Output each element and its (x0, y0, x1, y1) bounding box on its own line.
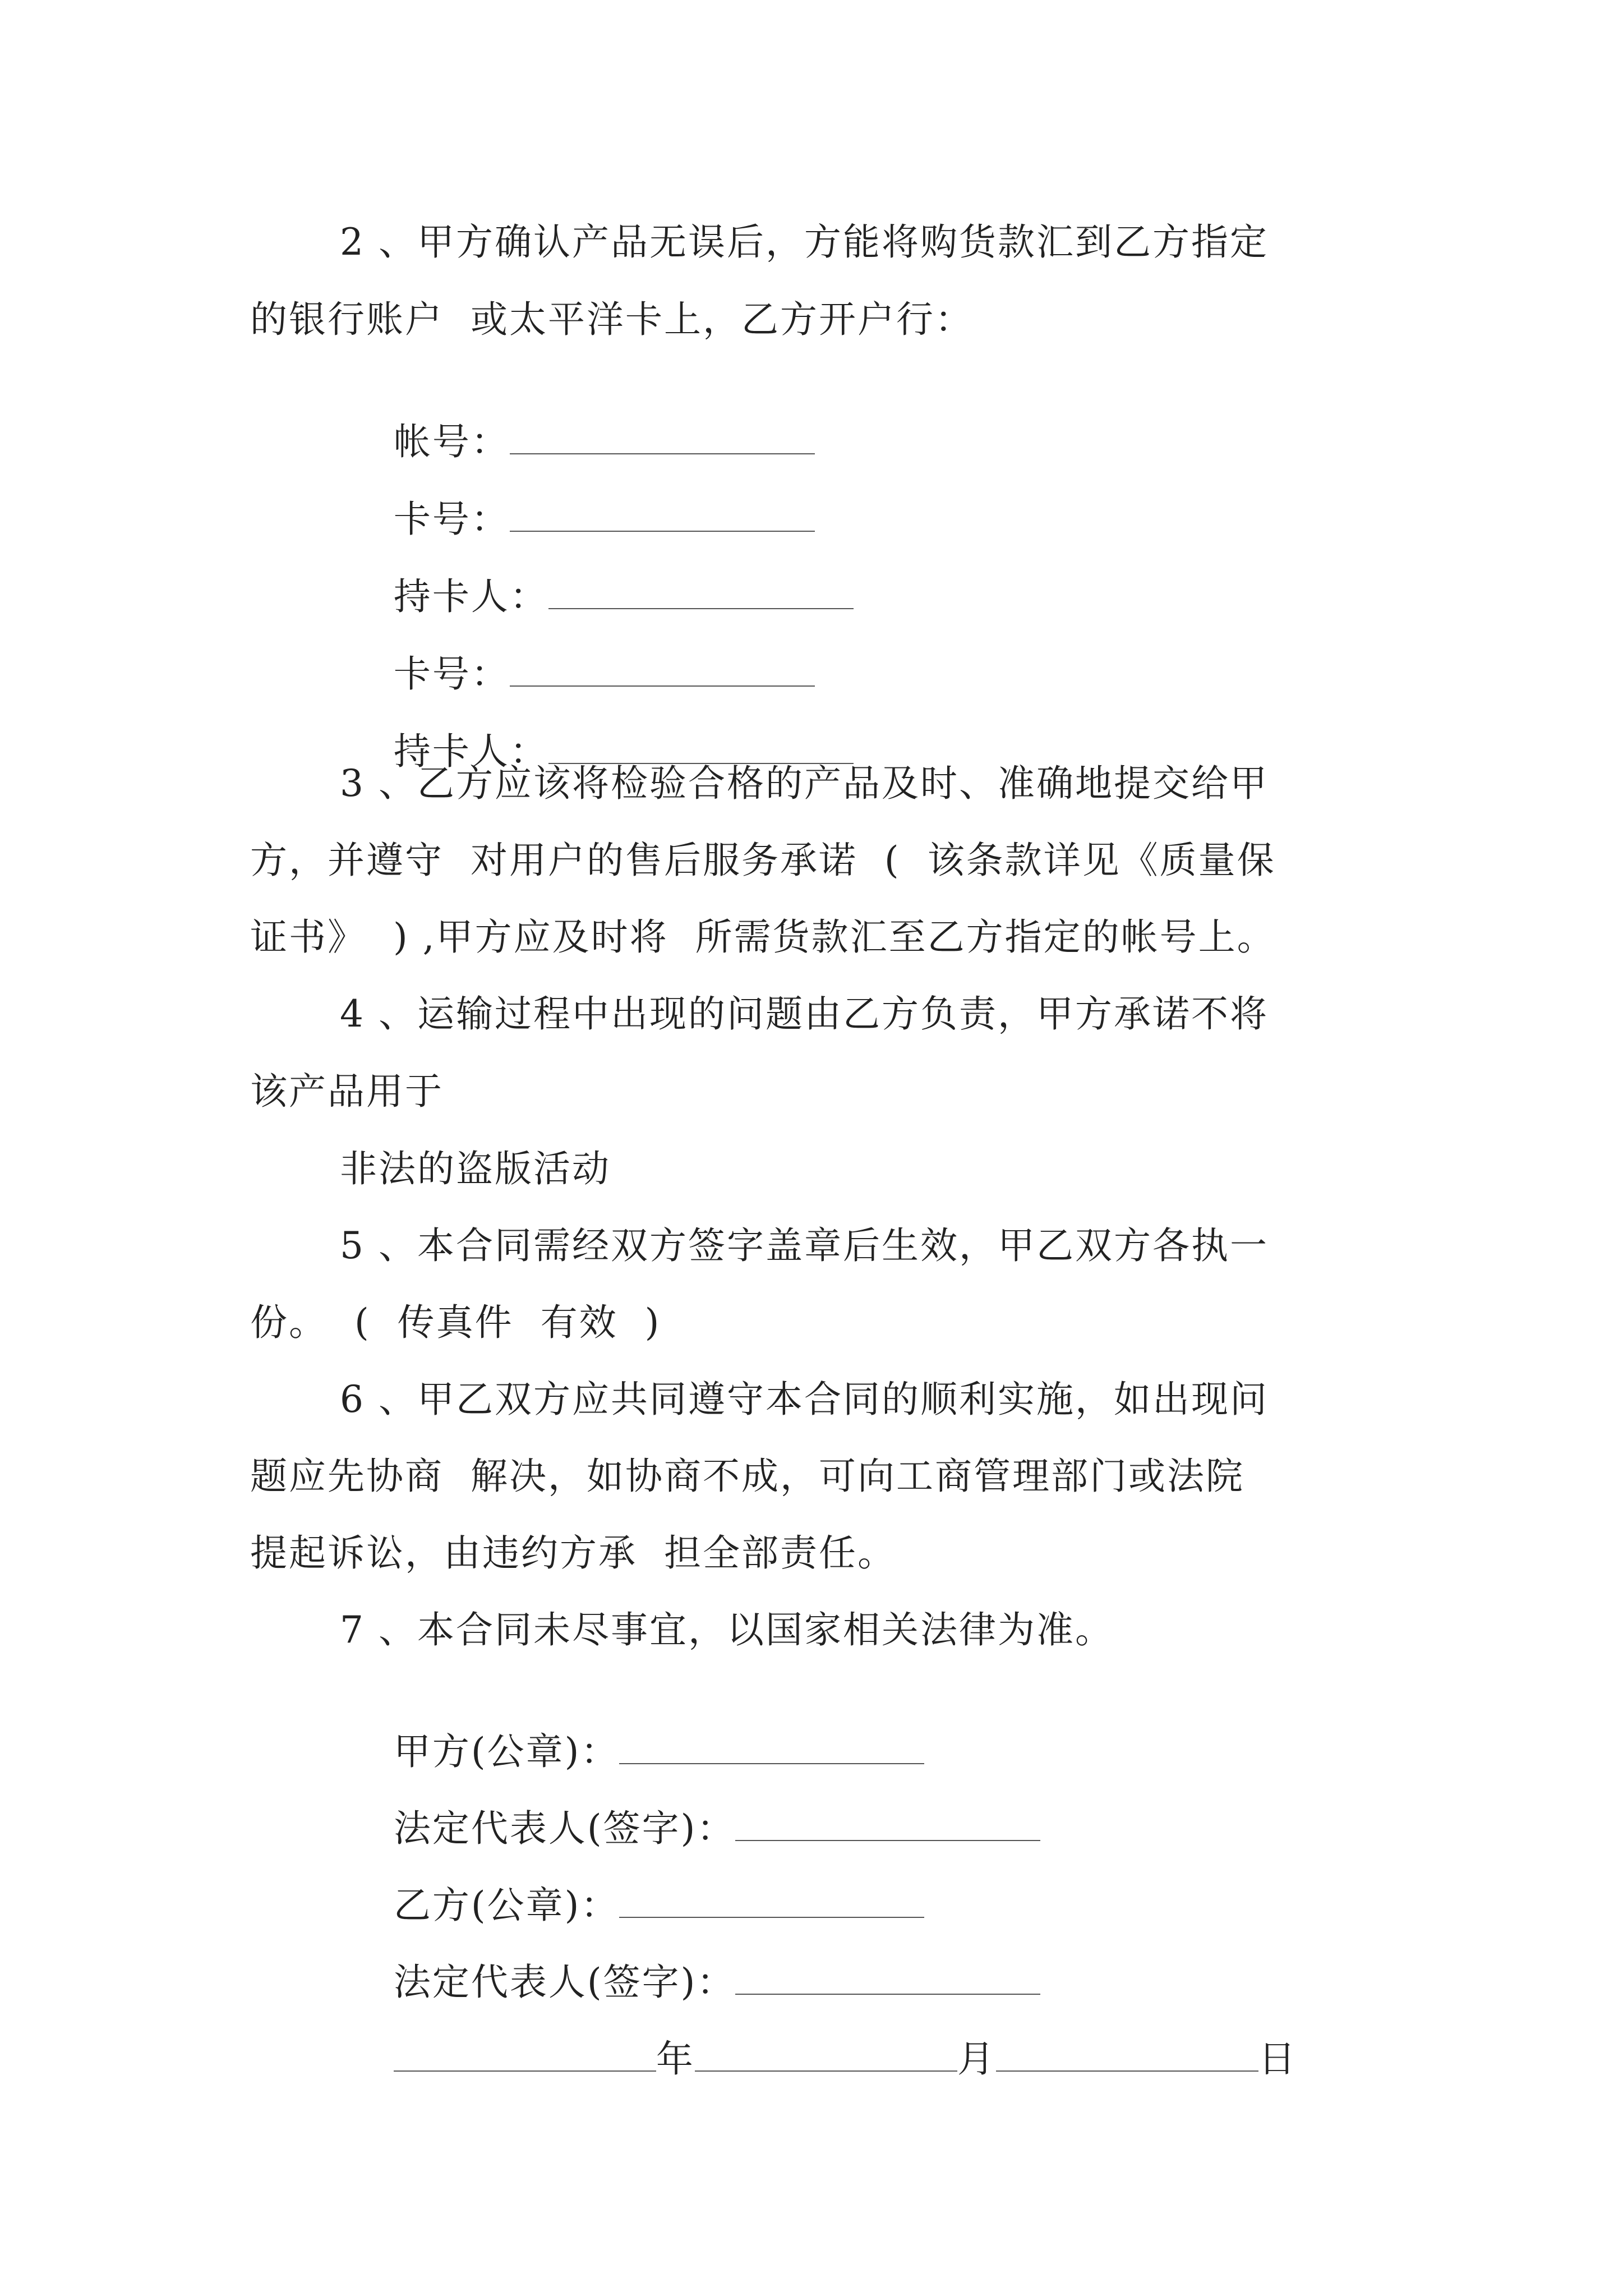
holder-blank-2[interactable] (548, 729, 854, 764)
year-blank[interactable] (394, 2037, 656, 2072)
party-a-rep-label: 法定代表人(签字)： (393, 1807, 736, 1850)
party-b-seal-label: 乙方(公章)： (393, 1884, 620, 1927)
year-label: 年 (656, 2037, 695, 2081)
party-b-rep-label: 法定代表人(签字)： (393, 1961, 736, 2004)
holder-blank-1[interactable] (548, 574, 854, 609)
clause-5-line-1: 5 、本合同需经双方签字盖章后生效，甲乙双方各执一 (340, 1224, 1269, 1267)
party-b-rep-blank[interactable] (735, 1960, 1040, 1995)
day-label: 日 (1258, 2037, 1297, 2081)
clause-2-line-2: 的银行账户 或太平洋卡上，乙方开户行： (250, 298, 974, 341)
clause-4-line-3: 非法的盗版活动 (340, 1147, 611, 1190)
clause-2-line-1: 2 、甲方确认产品无误后，方能将购货款汇到乙方指定 (340, 220, 1269, 264)
holder-label-2: 持卡人： (393, 730, 548, 773)
month-label: 月 (957, 2037, 996, 2081)
party-a-seal-label: 甲方(公章)： (393, 1730, 620, 1773)
holder-label-1: 持卡人： (393, 575, 548, 618)
clause-3-line-3: 证书》 ) ,甲方应及时将 所需货款汇至乙方指定的帐号上。 (250, 915, 1276, 959)
clause-3-line-2: 方，并遵守 对用户的售后服务承诺 ( 该条款详见《质量保 (250, 839, 1276, 882)
clause-4-line-1: 4 、运输过程中出现的问题由乙方负责，甲方承诺不将 (340, 992, 1269, 1036)
clause-5-line-2: 份。 ( 传真件 有效 ) (250, 1301, 661, 1344)
date-field (340, 1992, 1297, 2127)
clause-7-line-1: 7 、本合同未尽事宜，以国家相关法律为准。 (340, 1608, 1114, 1651)
card-blank-1[interactable] (510, 497, 815, 532)
account-blank[interactable] (510, 420, 815, 454)
clause-6-line-3: 提起诉讼，由违约方承 担全部责任。 (250, 1531, 896, 1575)
party-a-seal-blank[interactable] (619, 1729, 924, 1764)
party-a-rep-blank[interactable] (735, 1806, 1040, 1841)
card-label-2: 卡号： (393, 652, 510, 696)
clause-6-line-2: 题应先协商 解决，如协商不成，可向工商管理部门或法院 (250, 1455, 1244, 1498)
day-blank[interactable] (996, 2037, 1258, 2072)
party-b-seal-blank[interactable] (619, 1883, 924, 1918)
card-blank-2[interactable] (510, 652, 815, 687)
clause-4-line-2: 该产品用于 (250, 1070, 444, 1113)
month-blank[interactable] (695, 2037, 957, 2072)
clause-6-line-1: 6 、甲乙双方应共同遵守本合同的顺利实施，如出现问 (340, 1378, 1269, 1421)
clause-3-line-1: 3 、乙方应该将检验合格的产品及时、准确地提交给甲 (340, 762, 1269, 805)
account-label: 帐号： (393, 420, 510, 463)
card-label-1: 卡号： (393, 498, 510, 541)
